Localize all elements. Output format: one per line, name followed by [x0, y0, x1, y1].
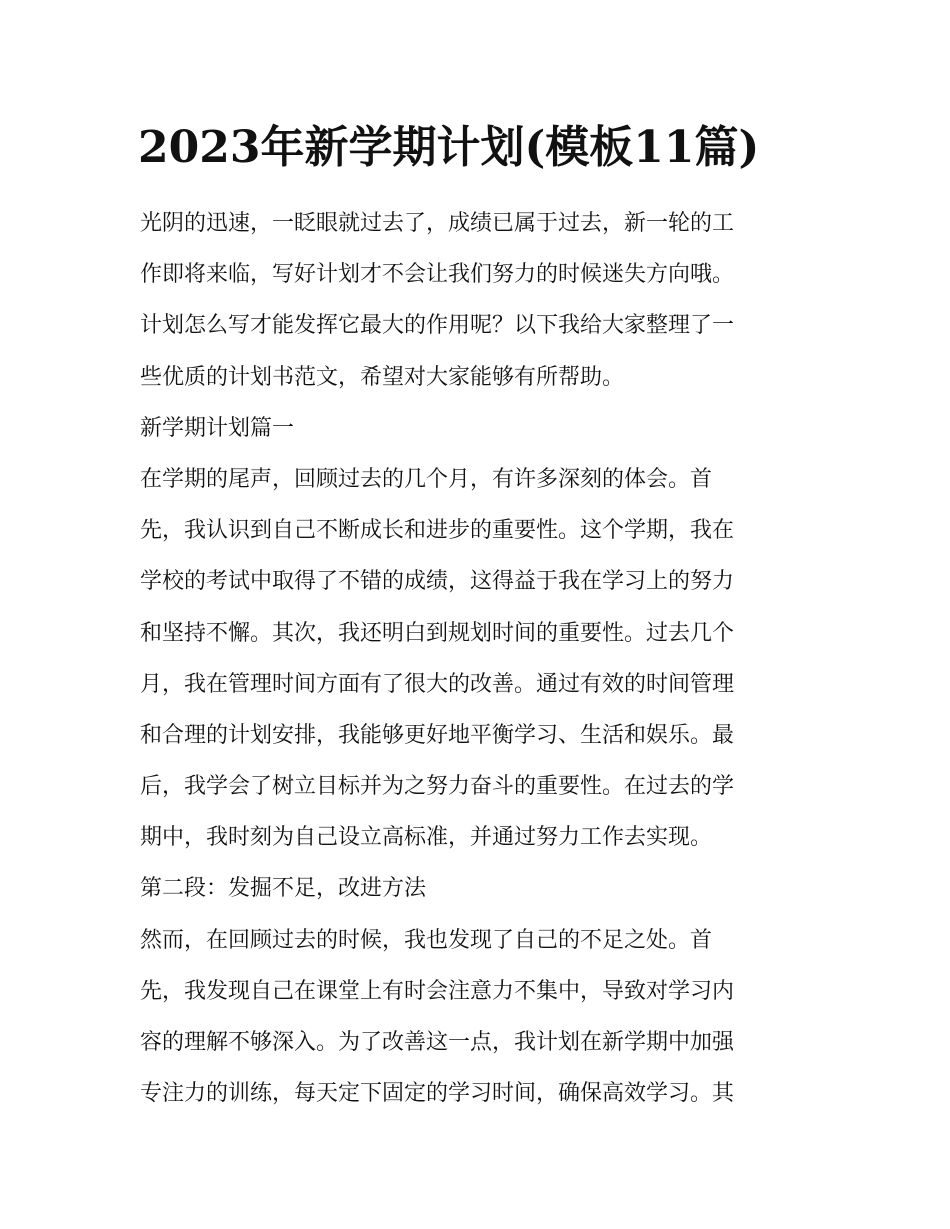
- text-line: 专注力的训练，每天定下固定的学习时间，确保高效学习。其: [140, 1081, 735, 1107]
- text-line: 期中，我时刻为自己设立高标准，并通过努力工作去实现。: [140, 825, 713, 851]
- section1-paragraph: [140, 454, 830, 864]
- text-line: 和合理的计划安排，我能够更好地平衡学习、生活和娱乐。最: [140, 722, 735, 748]
- text-line: 学校的考试中取得了不错的成绩，这得益于我在学习上的努力: [140, 569, 735, 595]
- section-heading: 新学期计划篇一: [140, 415, 295, 441]
- text-line: 光阴的迅速，一眨眼就过去了，成绩已属于过去，新一轮的工: [140, 211, 735, 236]
- text-line: 后，我学会了树立目标并为之努力奋斗的重要性。在过去的学: [140, 774, 735, 800]
- text-line: 月，我在管理时间方面有了很大的改善。通过有效的时间管理: [140, 671, 735, 697]
- text-line: 容的理解不够深入。为了改善这一点，我计划在新学期中加强: [140, 1030, 735, 1056]
- text-line: 然而，在回顾过去的时候，我也发现了自己的不足之处。首: [140, 927, 713, 953]
- text-line: 作即将来临，写好计划才不会让我们努力的时候迷失方向哦。: [140, 262, 735, 288]
- section2-paragraph: [140, 915, 830, 1120]
- text-line: 先，我发现自己在课堂上有时会注意力不集中，导致对学习内: [140, 978, 735, 1004]
- text-line: 计划怎么写才能发挥它最大的作用呢？以下我给大家整理了一: [140, 313, 735, 339]
- text-line: 些优质的计划书范文，希望对大家能够有所帮助。: [140, 364, 625, 390]
- document-title: 2023年新学期计划(模板11篇): [138, 122, 760, 173]
- text-line: 和坚持不懈。其次，我还明白到规划时间的重要性。过去几个: [140, 620, 735, 646]
- section-heading: 第二段：发掘不足，改进方法: [140, 876, 427, 902]
- intro-paragraph: [140, 198, 830, 403]
- text-line: 先，我认识到自己不断成长和进步的重要性。这个学期，我在: [140, 518, 735, 544]
- document-body: [140, 198, 830, 1119]
- text-line: 在学期的尾声，回顾过去的几个月，有许多深刻的体会。首: [140, 466, 713, 492]
